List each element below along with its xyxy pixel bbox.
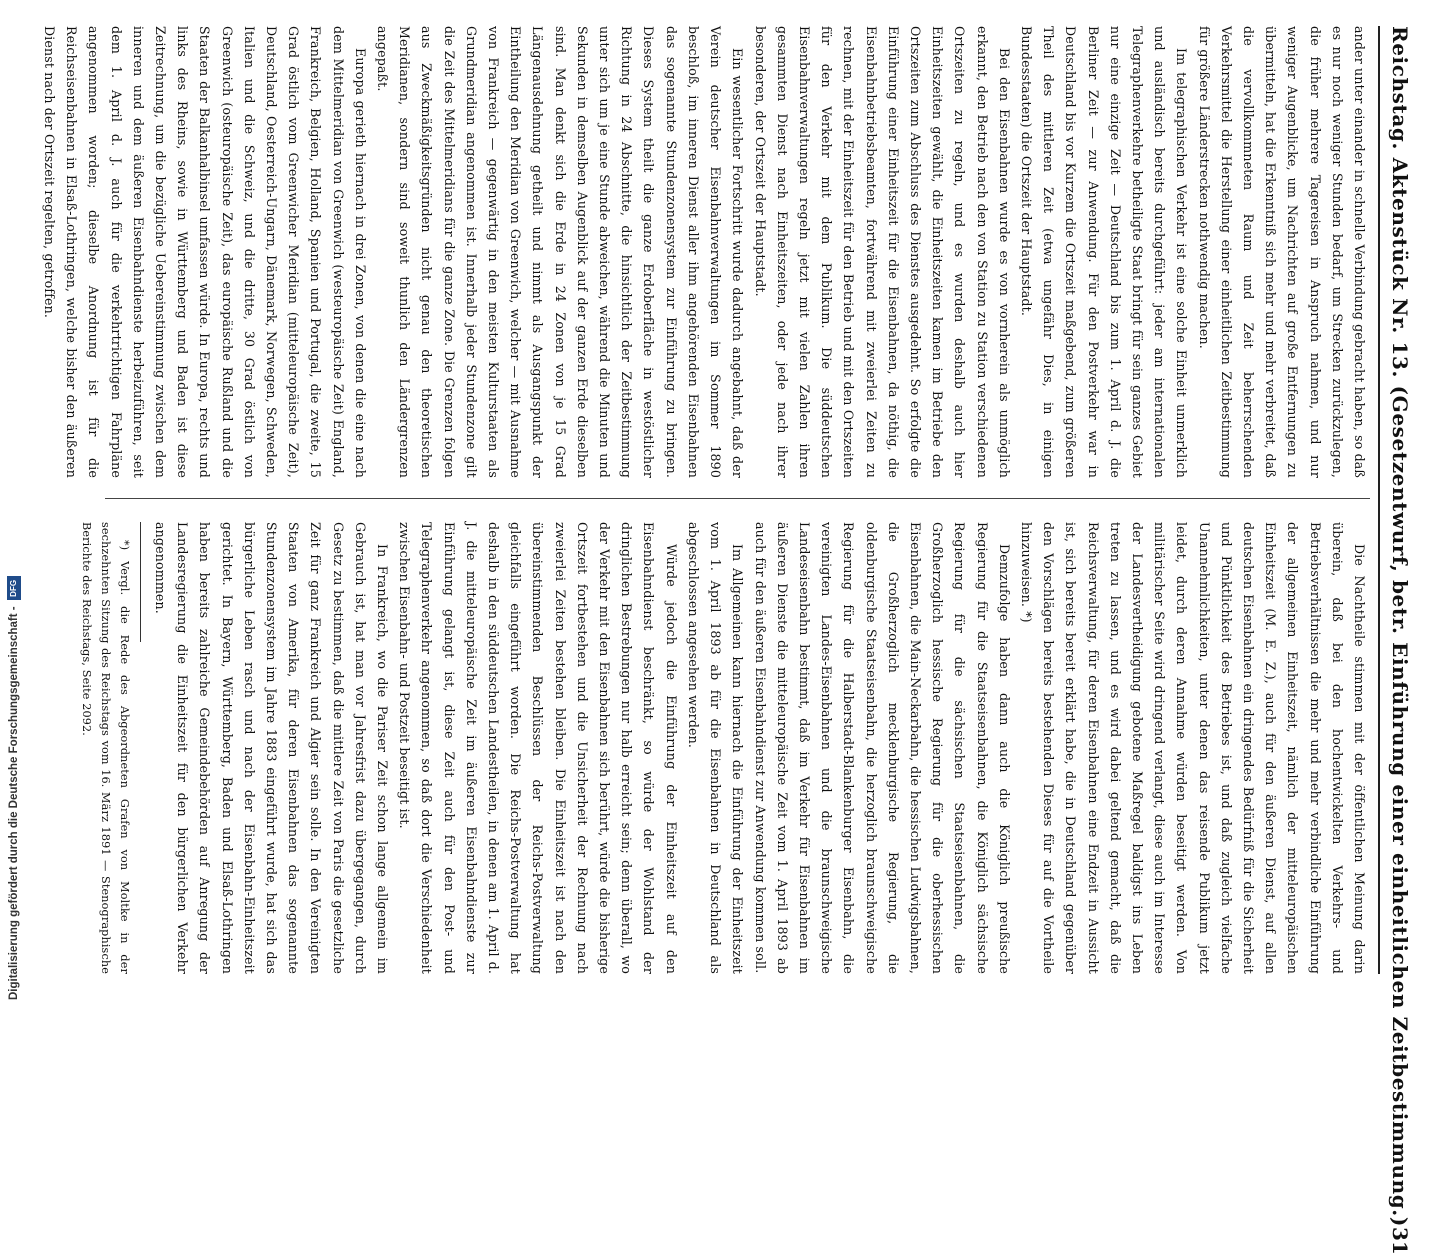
left-paragraph: Europa gerieth hiernach in drei Zonen, von denen die eine nach dem Mittelmeridian von Greenwich (westeuropäische Zeit) England, Frankreich, Belgien, Holland, Spanien und Portugal, die zweite, 15 Grad östlich vom Greenwicher Meridian (mitteleuropäische Zeit), Deutschland, Oesterreich-Ungarn, Dänemark, Norwegen, Schweden, Italien und die Schweiz, und die dritte, 30 Grad östlich von Greenwich (osteuropäische Zeit), das europäische Rußland und die Staaten der Balkanhalbinsel umfassen würde. In Europa, rechts und links des Rheins, sowie in Württemberg und Baden ist diese Zeitrechnung, um die bezügliche Uebereinstimmung zwischen dem inneren und dem äußeren Eisenbahndienste herbeizuführen, seit dem 1. April d. J. auch für die verkehrtrichtigen Fahrpläne angenommen worden; dieselbe Anordnung ist für die Reichseisenbahnen in Elsaß-Lothringen, welche bisher den äußeren Dienst nach der Ortszeit regelten, getroffen. [42,26,368,478]
right-paragraph: Im Allgemeinen kann hiernach die Einführung der Einheitszeit vom 1. April 1893 ab für die Eisenbahnen in Deutschland als abgeschlossen angesehen werden. [685,522,746,974]
page-number: 31 [1388,1226,1412,1255]
page-title: Reichstag. Aktenstück Nr. 13. (Gesetzentwurf, betr. Einführung einer einheitlichen Zeitbestimmung.) [1388,26,1412,1227]
header-rule [1378,26,1380,974]
left-paragraph: Im telegraphischen Verkehr ist eine solche Einheit unmerklich und ausländisch bereits durchgeführt: jeder am internationalen Telegraphenverkehre betheiligte Staat bringt für sein ganzes Gebiet nur eine einzige Zeit — Deutschland bis zum 1. April d. J. die Berliner Zeit — zur Anwendung. Für den Postverkehr war in Deutschland bis vor Kurzem die Ortszeit maßgebend, zum größeren Theil des mittleren Zeit (etwa ungefähr Dies, in einigen Bundesstaaten) die Ortszeit der Hauptstadt. [1018,26,1190,478]
scanned-page [42,0,1432,1255]
right-column [79,522,1370,974]
right-paragraph: Demzufolge haben dann auch die Königlich preußische Regierung für die Staatseisenbahnen, die Königlich sächsische Regierung für die sächsischen Staatseisenbahnen, die Großherzoglich hessische Regierung für die oberhessischen Eisenbahnen, die Main-Neckarbahn, die hessischen Ludwigsbahnen, die Großherzoglich mecklenburgische Regierung, die oldenburgische Staatseisenbahn, die herzoglich braunschweigische Regierung für die Halberstadt-Blankenburger Eisenbahn, die vereinigten Landes-Eisenbahnen und die braunschweigische Landeseisenbahn bestimmt, daß im Verkehr für Eisenbahnen im äußeren Dienste die mitteleuropäische Zeit vom 1. April 1893 ab auch für den äußeren Eisenbahndienst zur Anwendung kommen soll. [752,522,1012,974]
left-paragraph: Ein wesentlicher Fortschritt wurde dadurch angebahnt, daß der Verein deutscher Eisenbahnverwaltungen im Sommer 1890 beschloß, im inneren Dienst aller ihm angehörenden Eisenbahnen das sogenannte Stundenzonensystem zur Einführung zu bringen. Dieses System theilt die ganze Erdoberfläche in westöstlicher Richtung in 24 Abschnitte, die hinsichtlich der Zeitbestimmung unter sich um je eine Stunde abweichen, während die Minuten und Sekunden in demselben Augenblick auf der ganzen Erde dieselben sind. Man denkt sich die Erde in 24 Zonen von je 15 Grad Längenausdehnung getheilt und nimmt als Ausgangspunkt der Eintheilung den Meridian von Greenwich, welcher — mit Ausnahme von Frankreich — gegenwärtig in den meisten Kulturstaaten als Grundmeridian angenommen ist. Innerhalb jeder Stundenzone gilt die Zeit des Mittelmeridians für die ganze Zone. Die Grenzen folgen aus Zweckmäßigkeitsgründen nicht genau den theoretischen Meridianen, sondern sind soweit thunlich den Ländergrenzen angepaßt. [375,26,746,478]
digitization-credit [4,0,24,1000]
footnote-rule [140,522,141,642]
column-divider [105,498,1370,499]
right-paragraph: Würde jedoch die Einführung der Einheitszeit auf den Eisenbahndienst beschränkt, so würde der Wohlstand der dringlichen Bestrebungen nur halb erreicht sein; denn überall, wo der Verkehr mit den Eisenbahnen sich berührt, würde die bisherige Ortszeit fortbestehen und die Unsicherheit der Rechnung nach zweierlei Zeiten bestehen bleiben. Die Einheitszeit ist nach den übereinstimmenden Beschlüssen der Reichs-Postverwaltung gleichfalls eingeführt worden. Die Reichs-Postverwaltung hat deshalb in den süddeutschen Landestheilen, in denen am 1. April d. J. die mitteleuropäische Zeit im äußeren Eisenbahndienste zur Einführung gelangt ist, diese Zeit auch für den Post- und Telegraphenverkehr angenommen, so daß dort die Verschiedenheit zwischen Eisenbahn- und Postzeit beseitigt ist. [397,522,679,974]
digitization-credit-text: Digitalisierung gefördert durch die Deutsche Forschungsgemeinschaft - [8,606,20,1000]
left-paragraph: Bei den Eisenbahnen wurde es von vornherein als unmöglich erkannt, den Betrieb nach den von Station zu Station verschiedenen Ortszeiten zu regeln, und es wurden deshalb auch hier Einheitszeiten gewählt, die Einheitszeiten kamen im Betriebe den Ortszeiten zum Abschluss des Dienstes ausgedehnt. So erfolgte die Einführung einer Einheitszeit für die Eisenbahnen, da nöthig, die Eisenbahnbetriebsbeamten, fortwährend mit zweierlei Zeiten zu rechnen, mit der Einheitszeit für den Betrieb und mit den Ortszeiten für den Verkehr mit dem Publikum. Die süddeutschen Eisenbahnverwaltungen regeln jetzt mit vielen Zahlen ihren gesammten Dienst nach Einheitszeiten, oder jede nach ihrer besonderen, der Ortszeit der Hauptstadt. [752,26,1012,478]
right-paragraph: Die Nachtheile stimmen mit der öffentlichen Meinung darin überein, daß bei den hochentwickelten Verkehrs- und Betriebsverhältnissen die mehr und mehr verbindliche Einführung der allgemeinen Einheitszeit, nämlich der mitteleuropäischen Einheitszeit (M. E. Z.), auch für den äußeren Dienst, auf allen deutschen Eisenbahnen ein dringendes Bedürfniß für die Sicherheit und Pünktlichkeit des Betriebes ist, und daß zugleich vielfache Unannehmlichkeiten, unter denen das reisende Publikum jetzt leidet, durch deren Annahme würden beseitigt werden. Von militärischer Seite wird dringend verlangt, diese auch im Interesse der Landesvertheidigung gebotene Maßregel baldigst ins Leben treten zu lassen, und es wird dabei geltend gemacht, daß die Reichsverwaltung, für deren Eisenbahnen eine Endzeit in Aussicht ist, sich bereits bereit erklärt habe, die in Deutschland gegenüber den Vorschlägen bereits bestehenden Dieses für auf die Vortheile hinzuweisen. *) [1018,522,1367,974]
page-header [1384,26,1412,1255]
left-paragraph: ander unter einander in schnelle Verbindung gebracht haben, so daß es nur noch weniger Stunden bedarf, um Strecken zurückzulegen, die früher mehrere Tagereisen in Anspruch nahmen, und nur weniger Augenblicke, um Nachrichten auf große Entfernungen zu übermitteln, hat die Erkenntniß sich mehr und mehr verbreitet, daß die vervollkommneten Raum und Zeit beherrschenden Verkehrsmittel die Herstellung einer einheitlichen Zeitbestimmung für größere Länderstrecken nothwendig machen. [1196,26,1367,478]
right-paragraph: In Frankreich, wo die Pariser Zeit schon lange allgemein im Gebrauch ist, hat man vor Jahresfrist dazu übergegangen, durch Gesetz zu bestimmen, daß die mittlere Zeit von Paris die gesetzliche Zeit für ganz Frankreich und Algier sein solle. In den Vereinigten Staaten von Amerika, für deren Eisenbahnen das sogenannte Stundenzonensystem im Jahre 1883 eingeführt wurde, hat sich das bürgerliche Leben rasch und nach der Eisenbahn-Einheitszeit gerichtet. In Bayern, Württemberg, Baden und Elsaß-Lothringen haben bereits zahlreiche Gemeindebehörden auf Anregung der Landesregierung die Einheitszeit für den bürgerlichen Verkehr angenommen. [153,522,391,974]
footnote: *) Vergl. die Rede des Abgeordneten Grafen von Moltke in der sechzehnten Sitzung des Reichstags vom 16. März 1891 — Stenographische Berichte des Reichstags, Seite 2092. [79,522,131,974]
left-column [42,26,1370,478]
dfg-logo-icon: DFG [7,576,21,600]
